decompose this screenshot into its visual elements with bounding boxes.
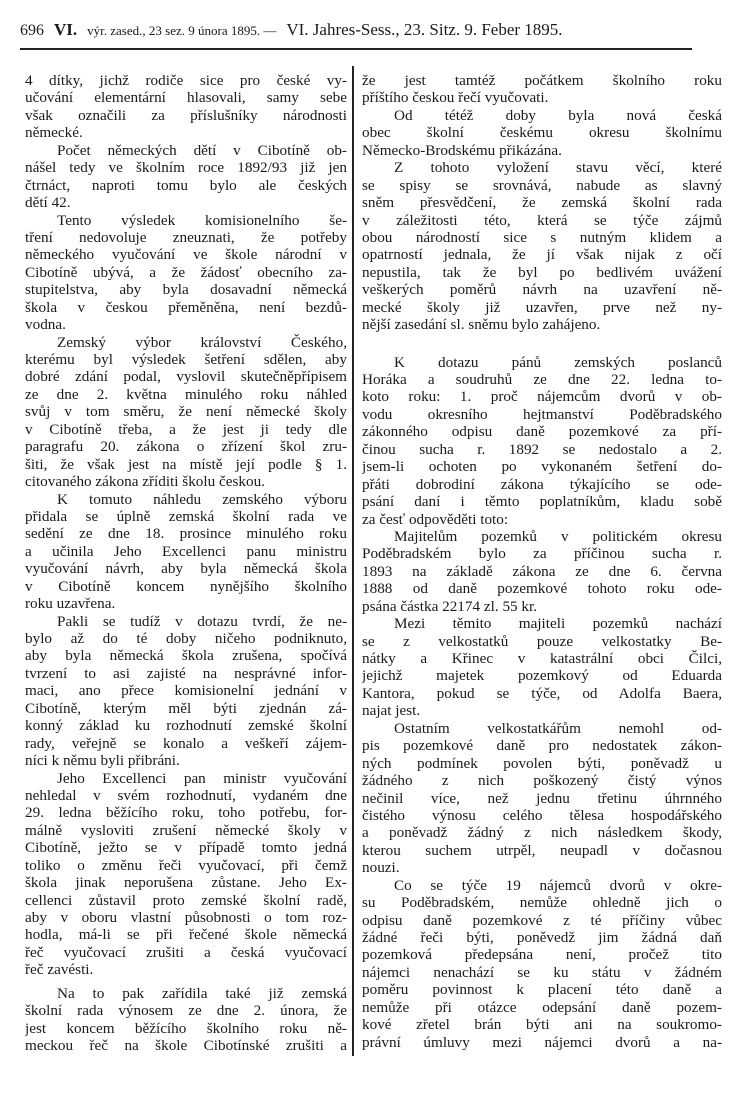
text-line: sedění ze dne 18. prosince minulého roku xyxy=(25,525,347,543)
text-line: šiti, že však jest na místě její podle § 1. xyxy=(25,455,347,473)
text-line: řeč zavésti. xyxy=(25,961,94,979)
text-line: pis pozemkové daně pro nedostatek zákon- xyxy=(362,737,722,755)
text-line: přáti dobrodiní zákona týkajícího se ode- xyxy=(362,475,722,493)
text-line: hodla, má-li se při řečené škole německá xyxy=(25,926,347,944)
text-line: nouzi. xyxy=(362,859,400,877)
text-line: Poděbradském bylo za příčinou sucha r. xyxy=(362,545,722,563)
text-line: ze dne 2. května minulého roku náhled xyxy=(25,385,347,403)
text-line: 1888 od daně pozemkové tohoto roku ode- xyxy=(362,580,722,598)
text-line: v Cibotíně koncem nynějšího školního xyxy=(25,577,347,595)
text-line: Cibotíně, kterým měl býti zjednán zá- xyxy=(25,699,347,717)
text-line: koto roku: 1. proč nájemcům dvorů v ob- xyxy=(362,388,722,406)
text-line: málně vysloviti zrušení německé školy v xyxy=(25,821,347,839)
text-line: kterou suchem utrpěl, neupadl v dočasnou xyxy=(362,841,722,859)
text-line: níci k němu byli přibráni. xyxy=(25,752,180,770)
text-line: nášel tedy ve školním roce 1892/93 již jen xyxy=(25,159,347,177)
text-line: jejichž majetek pozemkový od Eduarda xyxy=(362,667,722,685)
text-line: Cibotíně ubývá, a že žádosť obecního za- xyxy=(25,263,347,281)
text-line: meckou řeč na škole Cibotínské zrušiti a xyxy=(25,1037,347,1055)
text-line: Majitelům pozemků v politickém okresu xyxy=(394,527,722,545)
text-line: vodu okresního hejtmanství Poděbradského xyxy=(362,405,722,423)
text-line: najat jest. xyxy=(362,702,421,720)
text-line: Zemský výbor království Českého, xyxy=(57,333,347,351)
text-line: však označili za příslušníky národnosti xyxy=(25,106,347,124)
text-line: obou národností sice s nutným klidem a xyxy=(362,228,722,246)
text-line: ných podmínek povolen býti, poněvadž u xyxy=(362,754,722,772)
text-line: Počet německých dětí v Cibotíně ob- xyxy=(57,141,347,159)
text-line: Na to pak zařídila také již zemská xyxy=(57,984,347,1002)
text-line: 4 dítky, jichž rodiče sice pro české vy- xyxy=(25,72,347,89)
text-line: su Poděbradském, nemůže ohledně jich o xyxy=(362,894,722,912)
text-line: právní úmluvy mezi nájemci dvorů a na- xyxy=(362,1033,722,1051)
text-line: stupitelstva, aby byla dosavadní německá xyxy=(25,281,347,299)
text-line: a učinila Jeho Excellenci panu ministru xyxy=(25,542,347,560)
text-line: zákonného odpisu daně pozemkové za pří- xyxy=(362,423,722,441)
text-line: Mezi těmito majiteli pozemků nachází xyxy=(394,615,722,633)
text-line: tvrzení to asi zajisté na nesprávné infor- xyxy=(25,664,347,682)
text-line: Cibotíně, ježto se v případě tomto jedná xyxy=(25,839,347,857)
text-line: škola jinak neporušena zůstane. Jeho Ex- xyxy=(25,874,347,892)
german-session-date: VI. Jahres-Sess., 23. Sitz. 9. Feber 1895. xyxy=(286,20,563,39)
text-line: žádného z nich poškozený čistý výnos xyxy=(362,772,722,790)
text-line: Tento výsledek komisionelního še- xyxy=(57,211,347,229)
text-line: čistého výnosu celého tělesa hospodářského xyxy=(362,806,722,824)
text-line: sněm přesvědčení, že zemská školní rada xyxy=(362,194,722,212)
text-line: toliko o změnu řeči vyučovací, při čemž xyxy=(25,856,347,874)
text-line: K tomuto náhledu zemského výboru xyxy=(57,490,347,508)
text-line: Pakli se tudíž v dotazu tvrdí, že ne- xyxy=(57,612,347,630)
text-line: v Cibotíně třeba, a že jest ji tedy dle xyxy=(25,420,347,438)
text-line: opatrností jednala, že jí však nijak z očí xyxy=(362,246,722,264)
right-column xyxy=(362,72,722,1051)
text-line: jest koncem běžícího školního roku ně- xyxy=(25,1019,347,1037)
text-line: Od tétéž doby byla nová česká xyxy=(394,106,722,124)
text-line: psání daní i těmto poplatníkům, kladu sobě xyxy=(362,493,722,511)
text-line: psána částka 22174 zl. 55 kr. xyxy=(362,597,538,615)
text-line: vodna. xyxy=(25,316,66,334)
text-line: citovaného zákona zříditi školu českou. xyxy=(25,473,265,491)
text-line: dobré zdání podal, vyslovil skutečněpřípisem xyxy=(25,368,347,386)
column-divider xyxy=(352,66,354,1056)
text-line: řeč vyučovací zrušiti a česká vyučovací xyxy=(25,943,347,961)
text-line: nehledal v svém rozhodnutí, vydaném dne xyxy=(25,786,347,804)
text-line: veškerých poměrů návrh na uzavření ně- xyxy=(362,281,722,299)
text-line: za česť odpověděti toto: xyxy=(362,510,509,528)
text-line: mecké školy již uzavřen, prve než ny- xyxy=(362,298,722,316)
header-rule xyxy=(20,48,692,50)
text-line: aby v oboru vlastní působnosti o tom roz- xyxy=(25,909,347,926)
text-line: pozemková předepsána není, pročež tito xyxy=(362,946,722,964)
text-line: 1893 na základě zákona ze dne 6. června xyxy=(362,562,722,580)
text-line: Z tohoto vyložení stavu věcí, které xyxy=(394,159,722,177)
text-line: že jest tamtéž počátkem školního roku xyxy=(362,72,722,89)
text-line: aby byla německá škola zrušena, spočívá xyxy=(25,647,347,665)
text-line: žádné řeči býti, poněvedž jim žádná daň xyxy=(362,929,722,946)
text-line: školní rada výnosem ze dne 2. února, že xyxy=(25,1002,347,1020)
text-line: německého vyučování ve škole národní v xyxy=(25,246,347,264)
page-number: 696 xyxy=(20,22,44,39)
text-line: rady, veřejně se konalo a veškeří zájem- xyxy=(25,734,347,752)
text-line: se z velkostatků pouze velkostatky Be- xyxy=(362,632,722,650)
text-line: v záležitosti této, která se týče zájmů xyxy=(362,211,722,229)
text-line: roku uzavřena. xyxy=(25,595,116,613)
text-line: Co se týče 19 nájemců dvorů v okre- xyxy=(394,876,722,894)
text-line: Jeho Excellenci pan ministr vyučování xyxy=(57,769,347,787)
text-line: nečinil více, než jednu třetinu úhrnného xyxy=(362,789,722,807)
text-line: a poněvadž žádný z nich následkem škody, xyxy=(362,824,722,842)
left-column xyxy=(25,72,347,1055)
text-line: vyučování návrh, aby byla německá škola xyxy=(25,560,347,578)
text-line: se spisy se srovnává, nabude as slavný xyxy=(362,176,722,194)
text-line: odpisu daně pozemkové z té příčiny vůbec xyxy=(362,911,722,929)
text-line: německé. xyxy=(25,124,83,142)
text-line: paragrafu 20. zákona o zřízení škol zru- xyxy=(25,438,347,456)
text-line: nájemci nenachází se ku státu v žádném xyxy=(362,963,722,981)
text-line: dětí 42. xyxy=(25,194,71,212)
text-line: kové zřetel brán býti ani na soukromo- xyxy=(362,1016,722,1034)
text-line: jsem-li ochoten po vykonaném šetření do- xyxy=(362,458,722,476)
text-line: konný základ ku rozhodnutí zemské školní xyxy=(25,717,347,735)
text-line: maci, ano přece komisionelní jednání v xyxy=(25,682,347,700)
text-line: nější zasedání sl. sněmu bylo zahájeno. xyxy=(362,316,601,334)
text-line: Horáka a soudruhů ze dne 22. ledna to- xyxy=(362,371,722,388)
text-line: nepustila, tak že byl po bedlivém uvážení xyxy=(362,263,722,281)
text-line: kterému byl výsledek šetření sdělen, aby xyxy=(25,351,347,368)
text-line: svůj v tom směru, že není německé školy xyxy=(25,403,347,421)
czech-session-date: výr. zased., 23 sez. 9 února 1895. — xyxy=(87,23,277,38)
text-line: přidala se úplně zemská školní rada ve xyxy=(25,507,347,525)
text-line: tření nedovoluje zneuznati, že potřeby xyxy=(25,228,347,246)
text-line: Kantora, pokud se týče, od Adolfa Baera, xyxy=(362,684,722,702)
text-line: činou sucha r. 1892 se nedostalo a 2. xyxy=(362,440,722,458)
text-line: příštího českou řečí vyučovati. xyxy=(362,89,549,107)
text-line: Německo-Brodskému přikázána. xyxy=(362,141,562,159)
text-line: K dotazu pánů zemských poslanců xyxy=(394,353,722,371)
text-line: poměru povinnost k placení této daně a xyxy=(362,981,722,999)
text-line: čtrnáct, naproti tomu bylo ale českých xyxy=(25,176,347,194)
text-line: Ostatním velkostatkářům nemohl od- xyxy=(394,719,722,737)
blank-line xyxy=(362,334,722,354)
text-line: nátky a Křinec v katastrální obci Čilci, xyxy=(362,650,722,667)
text-line: 29. ledna běžícího roku, toho potřebu, for- xyxy=(25,804,347,822)
text-line: bylo až do té doby ničeho podniknuto, xyxy=(25,630,347,647)
text-line: obec školní českému okresu školnímu xyxy=(362,124,722,142)
text-line: cellenci zůstavil proto zemské školní radě, xyxy=(25,891,347,909)
czech-session-number: VI. xyxy=(54,20,78,39)
text-line: učování elementární hlasovali, samy sebe xyxy=(25,89,347,107)
text-line: škola v českou přeměněna, není bezdů- xyxy=(25,298,347,316)
running-header xyxy=(20,20,700,42)
text-line: nemůže při otázce odepsání daně pozem- xyxy=(362,998,722,1016)
